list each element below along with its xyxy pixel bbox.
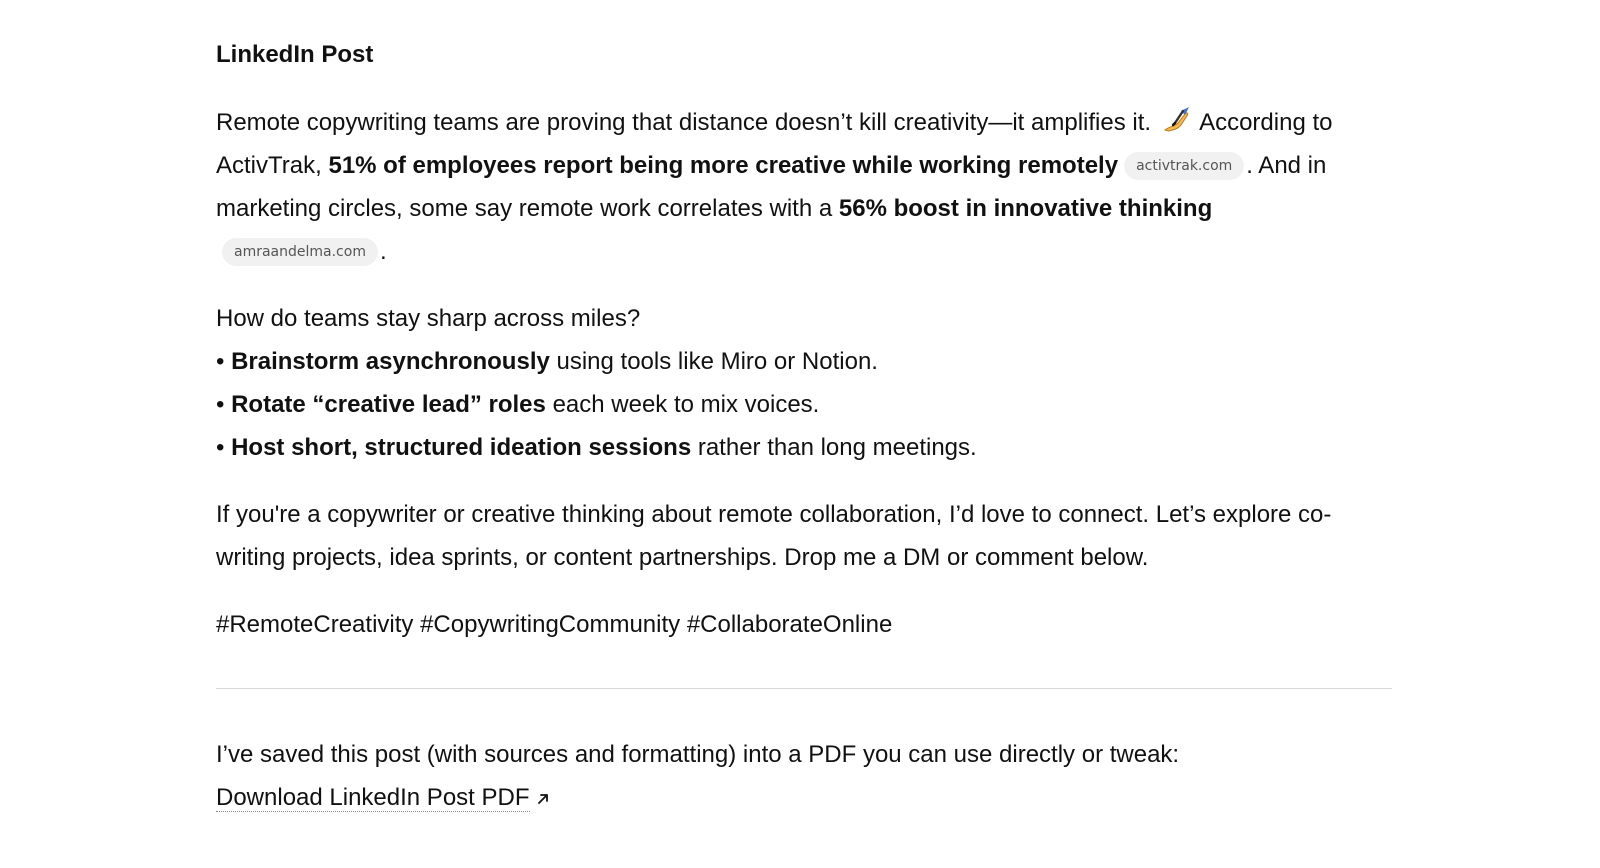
hashtags-text: #RemoteCreativity #CopywritingCommunity #CollaborateOnline xyxy=(216,611,893,638)
tip-item xyxy=(216,340,1392,383)
writing-hand-icon xyxy=(1161,105,1191,133)
tip-bold: Rotate “creative lead” roles xyxy=(231,391,546,418)
tip-text: rather than long meetings. xyxy=(697,434,977,461)
external-arrow-icon[interactable] xyxy=(536,777,550,791)
hashtags xyxy=(216,603,1392,646)
stat-innovative: 56% boost in innovative thinking xyxy=(838,195,1213,222)
tip-bold: Host short, structured ideation sessions xyxy=(231,434,692,461)
divider xyxy=(216,688,1392,689)
bullet: • xyxy=(216,434,225,461)
tip-item xyxy=(216,383,1392,426)
intro-paragraph xyxy=(216,101,1392,273)
cta-paragraph xyxy=(216,493,1392,579)
source-pill-activtrak[interactable]: activtrak.com xyxy=(1124,152,1244,180)
tips-paragraph xyxy=(216,297,1392,469)
intro-text-4: . And in xyxy=(1246,152,1327,179)
tip-text: each week to mix voices. xyxy=(552,391,820,418)
stat-creative: 51% of employees report being more creative while working remotely xyxy=(328,152,1119,179)
tips-question: How do teams stay sharp across miles? xyxy=(216,305,641,332)
bullet: • xyxy=(216,348,225,375)
intro-text: Remote copywriting teams are proving that distance doesn’t kill creativity—it amplifies it. xyxy=(216,109,1152,136)
tip-item xyxy=(216,426,1392,469)
download-row xyxy=(216,776,1392,819)
intro-line-2 xyxy=(216,144,1392,187)
footer-note: I’ve saved this post (with sources and formatting) into a PDF you can use directly or tweak: xyxy=(216,741,1180,768)
intro-line-4 xyxy=(216,230,1392,273)
tip-text: using tools like Miro or Notion. xyxy=(556,348,878,375)
intro-line-1 xyxy=(216,101,1392,144)
cta-line-2: writing projects, idea sprints, or content partnerships. Drop me a DM or comment below. xyxy=(216,544,1149,571)
intro-text-5: marketing circles, some say remote work correlates with a xyxy=(216,195,833,222)
intro-text-6: . xyxy=(379,238,387,265)
intro-text-2: According to xyxy=(1199,109,1333,136)
download-pdf-link[interactable]: Download LinkedIn Post PDF xyxy=(216,784,530,811)
tip-bold: Brainstorm asynchronously xyxy=(231,348,550,375)
intro-line-3 xyxy=(216,187,1392,230)
post-title: LinkedIn Post xyxy=(216,41,374,68)
footer-paragraph xyxy=(216,733,1392,819)
cta-line-1: If you're a copywriter or creative thinking about remote collaboration, I’d love to connect. Let’s explore co- xyxy=(216,501,1332,528)
source-pill-amraandelma[interactable]: amraandelma.com xyxy=(222,238,378,266)
intro-text-3: ActivTrak, xyxy=(216,152,322,179)
bullet: • xyxy=(216,391,225,418)
